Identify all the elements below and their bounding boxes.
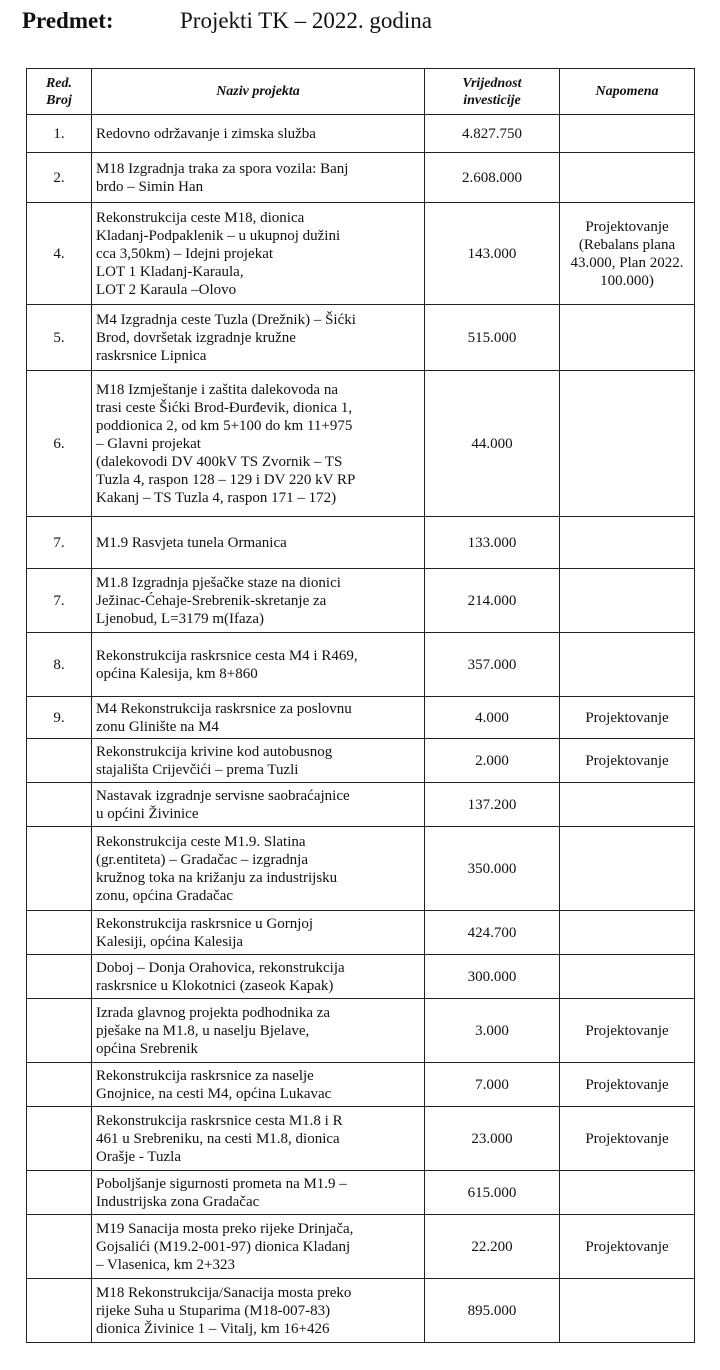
row-number bbox=[27, 739, 92, 783]
project-name-line: Gnojnice, na cesti M4, općina Lukavac bbox=[96, 1085, 332, 1102]
note bbox=[560, 633, 695, 697]
project-name-line: u općini Živinice bbox=[96, 805, 199, 822]
table-row bbox=[27, 1279, 695, 1343]
table-row bbox=[27, 1107, 695, 1171]
note bbox=[560, 517, 695, 569]
project-name-line: M18 Izgradnja traka za spora vozila: Banj bbox=[96, 160, 349, 177]
table-row bbox=[27, 697, 695, 739]
note bbox=[560, 203, 695, 305]
note bbox=[560, 1107, 695, 1171]
note-line: Projektovanje bbox=[585, 752, 669, 769]
project-name-line: Gojsalići (M19.2-001-97) dionica Kladanj bbox=[96, 1238, 351, 1255]
investment-value: 895.000 bbox=[425, 1279, 560, 1343]
header-row-number bbox=[27, 69, 92, 115]
project-name-line: – Vlasenica, km 2+323 bbox=[96, 1256, 235, 1273]
project-name-line: M4 Izgradnja ceste Tuzla (Drežnik) – Šićki bbox=[96, 311, 356, 328]
project-name bbox=[92, 999, 425, 1063]
project-name-line: raskrsnice u Klokotnici (zaseok Kapak) bbox=[96, 977, 334, 994]
project-name-line: pješake na M1.8, u naselju Bjelave, bbox=[96, 1022, 310, 1039]
investment-value: 22.200 bbox=[425, 1215, 560, 1279]
investment-value: 357.000 bbox=[425, 633, 560, 697]
project-name bbox=[92, 1107, 425, 1171]
project-name-line: M19 Sanacija mosta preko rijeke Drinjača, bbox=[96, 1220, 354, 1237]
project-name-line: Kakanj – TS Tuzla 4, raspon 171 – 172) bbox=[96, 489, 337, 506]
project-name-line: Ježinac-Ćehaje-Srebrenik-skretanje za bbox=[96, 592, 327, 609]
header-note: Napomena bbox=[560, 69, 695, 115]
note-line: (Rebalans plana bbox=[578, 236, 676, 253]
table-row bbox=[27, 739, 695, 783]
row-number: 7. bbox=[27, 569, 92, 633]
header-row-number-line2: Broj bbox=[46, 92, 72, 108]
project-name-line: Nastavak izgradnje servisne saobraćajnice bbox=[96, 787, 350, 804]
project-name-line: Doboj – Donja Orahovica, rekonstrukcija bbox=[96, 959, 345, 976]
project-name bbox=[92, 783, 425, 827]
project-name-line: Orašje - Tuzla bbox=[96, 1148, 181, 1165]
investment-value: 7.000 bbox=[425, 1063, 560, 1107]
note bbox=[560, 1215, 695, 1279]
project-name-line: Kladanj-Podpaklenik – u ukupnoj dužini bbox=[96, 227, 341, 244]
project-name-line: (dalekovodi DV 400kV TS Zvornik – TS bbox=[96, 453, 343, 470]
project-name-line: dionica Živinice 1 – Vitalj, km 16+426 bbox=[96, 1320, 330, 1337]
row-number bbox=[27, 1171, 92, 1215]
note-line: Projektovanje bbox=[585, 1076, 669, 1093]
project-name bbox=[92, 739, 425, 783]
project-name bbox=[92, 1171, 425, 1215]
investment-value: 44.000 bbox=[425, 371, 560, 517]
row-number: 4. bbox=[27, 203, 92, 305]
table-row bbox=[27, 827, 695, 911]
investment-value: 300.000 bbox=[425, 955, 560, 999]
note bbox=[560, 955, 695, 999]
project-name-line: Poboljšanje sigurnosti prometa na M1.9 – bbox=[96, 1175, 347, 1192]
note bbox=[560, 697, 695, 739]
note bbox=[560, 783, 695, 827]
investment-value: 143.000 bbox=[425, 203, 560, 305]
project-name-line: M1.8 Izgradnja pješačke staze na dionici bbox=[96, 574, 341, 591]
note bbox=[560, 999, 695, 1063]
project-name bbox=[92, 1279, 425, 1343]
investment-value: 615.000 bbox=[425, 1171, 560, 1215]
note-line: Projektovanje bbox=[585, 1238, 669, 1255]
project-name-line: Rekonstrukcija raskrsnice u Gornjoj bbox=[96, 915, 314, 932]
project-name-line: 461 u Srebreniku, na cesti M1.8, dionica bbox=[96, 1130, 340, 1147]
projects-table bbox=[26, 68, 695, 1343]
project-name-line: stajališta Crijevčići – prema Tuzli bbox=[96, 761, 299, 778]
project-name-line: kružnog toka na križanju za industrijsku bbox=[96, 869, 338, 886]
project-name-line: zonu, općina Gradačac bbox=[96, 887, 234, 904]
project-name-line: trasi ceste Šićki Brod-Đurđevik, dionica 1, bbox=[96, 399, 353, 416]
note bbox=[560, 739, 695, 783]
header-investment-value-line2: investicije bbox=[463, 92, 521, 108]
note bbox=[560, 1063, 695, 1107]
row-number: 9. bbox=[27, 697, 92, 739]
row-number bbox=[27, 1279, 92, 1343]
subject-label: Predmet: bbox=[22, 8, 114, 33]
table-body bbox=[27, 115, 695, 1343]
document-subject bbox=[22, 4, 432, 38]
note bbox=[560, 153, 695, 203]
investment-value: 424.700 bbox=[425, 911, 560, 955]
project-name-line: općina Kalesija, km 8+860 bbox=[96, 665, 258, 682]
project-name-line: Kalesiji, općina Kalesija bbox=[96, 933, 244, 950]
table-row bbox=[27, 153, 695, 203]
project-name-line: cca 3,50km) – Idejni projekat bbox=[96, 245, 274, 262]
project-name bbox=[92, 517, 425, 569]
row-number bbox=[27, 827, 92, 911]
note bbox=[560, 1171, 695, 1215]
project-name-line: LOT 1 Kladanj-Karaula, bbox=[96, 263, 244, 280]
investment-value: 4.827.750 bbox=[425, 115, 560, 153]
table-row bbox=[27, 517, 695, 569]
note bbox=[560, 115, 695, 153]
project-name-line: zonu Glinište na M4 bbox=[96, 718, 219, 735]
table-row bbox=[27, 911, 695, 955]
row-number bbox=[27, 1107, 92, 1171]
table-header-row bbox=[27, 69, 695, 115]
project-name-line: brdo – Simin Han bbox=[96, 178, 204, 195]
project-name bbox=[92, 1063, 425, 1107]
note bbox=[560, 305, 695, 371]
project-name-line: Ljenobud, L=3179 m(Ifaza) bbox=[96, 610, 264, 627]
table-row bbox=[27, 371, 695, 517]
project-name-line: Rekonstrukcija raskrsnice cesta M1.8 i R bbox=[96, 1112, 343, 1129]
table-row bbox=[27, 569, 695, 633]
investment-value: 214.000 bbox=[425, 569, 560, 633]
row-number: 6. bbox=[27, 371, 92, 517]
row-number bbox=[27, 911, 92, 955]
row-number: 1. bbox=[27, 115, 92, 153]
project-name bbox=[92, 305, 425, 371]
table-row bbox=[27, 1215, 695, 1279]
project-name bbox=[92, 153, 425, 203]
investment-value: 137.200 bbox=[425, 783, 560, 827]
project-name-line: M18 Rekonstrukcija/Sanacija mosta preko bbox=[96, 1284, 352, 1301]
project-name bbox=[92, 633, 425, 697]
header-project-name: Naziv projekta bbox=[92, 69, 425, 115]
note-line: 43.000, Plan 2022. bbox=[570, 254, 684, 271]
project-name bbox=[92, 115, 425, 153]
project-name bbox=[92, 569, 425, 633]
project-name bbox=[92, 371, 425, 517]
project-name bbox=[92, 203, 425, 305]
project-name bbox=[92, 1215, 425, 1279]
project-name-line: M18 Izmještanje i zaštita dalekovoda na bbox=[96, 381, 338, 398]
investment-value: 350.000 bbox=[425, 827, 560, 911]
table-row bbox=[27, 1171, 695, 1215]
project-name bbox=[92, 827, 425, 911]
row-number: 2. bbox=[27, 153, 92, 203]
table-row bbox=[27, 305, 695, 371]
project-name-line: (gr.entiteta) – Gradačac – izgradnja bbox=[96, 851, 308, 868]
note-line: Projektovanje bbox=[585, 1022, 669, 1039]
project-name-line: raskrsnice Lipnica bbox=[96, 347, 207, 364]
subject-title: Projekti TK – 2022. godina bbox=[180, 8, 432, 33]
project-name-line: Rekonstrukcija ceste M18, dionica bbox=[96, 209, 305, 226]
row-number bbox=[27, 955, 92, 999]
project-name-line: Rekonstrukcija raskrsnice za naselje bbox=[96, 1067, 314, 1084]
project-name-line: Redovno održavanje i zimska služba bbox=[96, 125, 316, 142]
table-row bbox=[27, 999, 695, 1063]
header-row-number-line1: Red. bbox=[45, 75, 73, 91]
header-investment-value bbox=[425, 69, 560, 115]
project-name bbox=[92, 911, 425, 955]
table-row bbox=[27, 783, 695, 827]
project-name bbox=[92, 955, 425, 999]
investment-value: 133.000 bbox=[425, 517, 560, 569]
table-row bbox=[27, 203, 695, 305]
investment-value: 23.000 bbox=[425, 1107, 560, 1171]
investment-value: 515.000 bbox=[425, 305, 560, 371]
project-name-line: Brod, dovršetak izgradnje kružne bbox=[96, 329, 296, 346]
note bbox=[560, 911, 695, 955]
row-number bbox=[27, 999, 92, 1063]
project-name bbox=[92, 697, 425, 739]
investment-value: 2.608.000 bbox=[425, 153, 560, 203]
row-number bbox=[27, 1215, 92, 1279]
project-name-line: – Glavni projekat bbox=[96, 435, 201, 452]
note bbox=[560, 827, 695, 911]
investment-value: 2.000 bbox=[425, 739, 560, 783]
project-name-line: Rekonstrukcija raskrsnice cesta M4 i R469, bbox=[96, 647, 358, 664]
project-name-line: Rekonstrukcija krivine kod autobusnog bbox=[96, 743, 333, 760]
project-name-line: poddionica 2, od km 5+100 do km 11+975 bbox=[96, 417, 353, 434]
project-name-line: M1.9 Rasvjeta tunela Ormanica bbox=[96, 534, 287, 551]
note bbox=[560, 371, 695, 517]
project-name-line: LOT 2 Karaula –Olovo bbox=[96, 281, 237, 298]
investment-value: 3.000 bbox=[425, 999, 560, 1063]
table-row bbox=[27, 1063, 695, 1107]
note-line: Projektovanje bbox=[585, 709, 669, 726]
table-row bbox=[27, 955, 695, 999]
note-line: 100.000) bbox=[600, 272, 654, 289]
note bbox=[560, 569, 695, 633]
table-row bbox=[27, 633, 695, 697]
row-number: 7. bbox=[27, 517, 92, 569]
project-name-line: Industrijska zona Gradačac bbox=[96, 1193, 260, 1210]
row-number: 5. bbox=[27, 305, 92, 371]
project-name-line: općina Srebrenik bbox=[96, 1040, 199, 1057]
note-line: Projektovanje bbox=[585, 1130, 669, 1147]
row-number bbox=[27, 1063, 92, 1107]
project-name-line: Rekonstrukcija ceste M1.9. Slatina bbox=[96, 833, 306, 850]
project-name-line: Izrada glavnog projekta podhodnika za bbox=[96, 1004, 331, 1021]
project-name-line: M4 Rekonstrukcija raskrsnice za poslovnu bbox=[96, 700, 352, 717]
row-number bbox=[27, 783, 92, 827]
note bbox=[560, 1279, 695, 1343]
investment-value: 4.000 bbox=[425, 697, 560, 739]
note-line: Projektovanje bbox=[585, 218, 669, 235]
project-name-line: rijeke Suha u Stuparima (M18-007-83) bbox=[96, 1302, 331, 1319]
row-number: 8. bbox=[27, 633, 92, 697]
header-investment-value-line1: Vrijednost bbox=[462, 75, 522, 91]
project-name-line: Tuzla 4, raspon 128 – 129 i DV 220 kV RP bbox=[96, 471, 356, 488]
table-row bbox=[27, 115, 695, 153]
